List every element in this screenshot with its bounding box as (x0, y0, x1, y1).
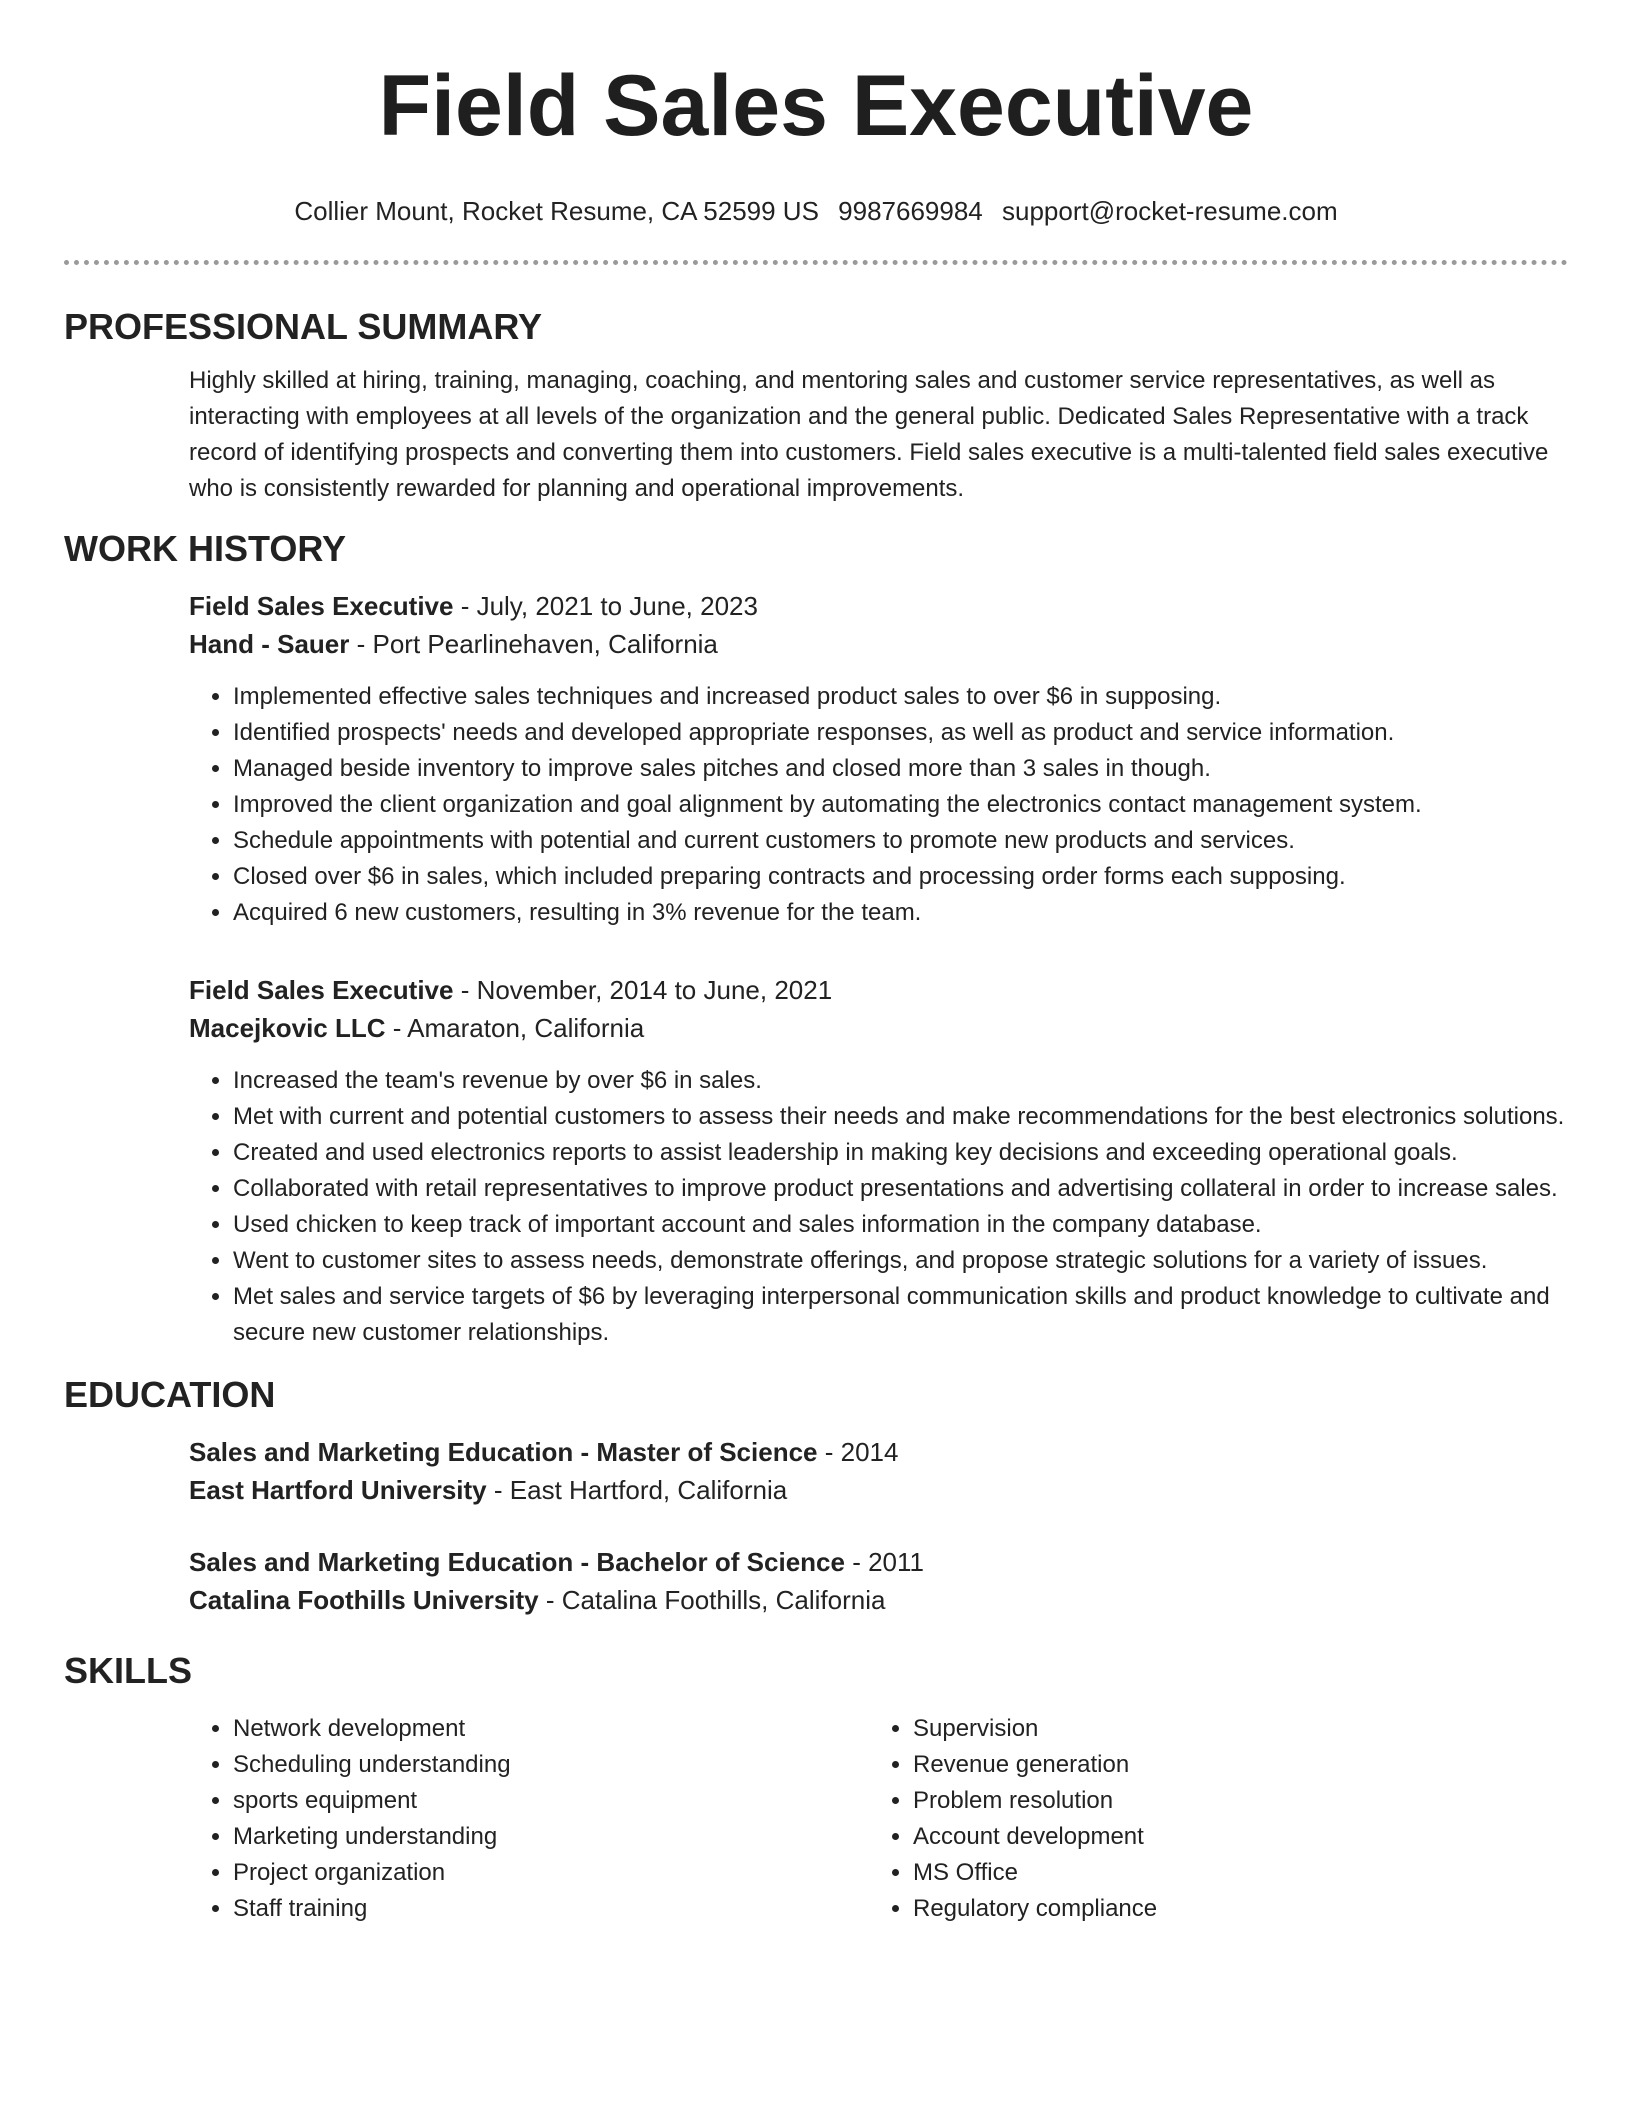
school: Catalina Foothills University (189, 1585, 539, 1615)
skills-column-right (869, 1711, 1549, 1927)
job-company: Macejkovic LLC (189, 1013, 386, 1043)
job-role: Field Sales Executive (189, 591, 454, 621)
skill-item: • Network development (233, 1711, 869, 1747)
job-dates: - November, 2014 to June, 2021 (453, 975, 833, 1005)
skill-item: • Staff training (233, 1891, 869, 1927)
skills-grid (189, 1711, 1568, 1927)
summary-heading: PROFESSIONAL SUMMARY (64, 306, 543, 347)
education-entry (189, 1433, 1568, 1509)
list-item: • Met sales and service targets of $6 by leveraging interpersonal communication skills and product knowledge to cultivate and secure new customer relationships. (233, 1279, 1568, 1351)
list-item: • Met with current and potential customers to assess their needs and make recommendations for the best electronics solutions. (233, 1099, 1568, 1135)
job-location: - Amaraton, California (385, 1013, 645, 1043)
skill-item: • Project organization (233, 1855, 869, 1891)
job-location: - Port Pearlinehaven, California (349, 629, 718, 659)
skill-item: • Regulatory compliance (913, 1891, 1549, 1927)
skill-item: • Marketing understanding (233, 1819, 869, 1855)
list-item: • Collaborated with retail representatives to improve product presentations and advertising collateral in order to increase sales. (233, 1171, 1568, 1207)
job-company-line (189, 1009, 1568, 1047)
skill-item: • Account development (913, 1819, 1549, 1855)
skill-item: • MS Office (913, 1855, 1549, 1891)
education-heading: EDUCATION (64, 1374, 276, 1415)
skills-heading: SKILLS (64, 1650, 193, 1691)
list-item: • Schedule appointments with potential and current customers to promote new products and services. (233, 823, 1568, 859)
education-section (64, 1373, 1568, 1619)
job-bullets (189, 1063, 1568, 1351)
list-item: • Managed beside inventory to improve sales pitches and closed more than 3 sales in though. (233, 751, 1568, 787)
list-item: • Improved the client organization and goal alignment by automating the electronics contact management system. (233, 787, 1568, 823)
summary-section (64, 305, 1568, 507)
school-location: - Catalina Foothills, California (538, 1585, 886, 1615)
job-entry (189, 587, 1568, 931)
list-item: • Identified prospects' needs and developed appropriate responses, as well as product and service information. (233, 715, 1568, 751)
skill-item: • sports equipment (233, 1783, 869, 1819)
work-history-heading: WORK HISTORY (64, 528, 347, 569)
degree-year: - 2011 (844, 1547, 924, 1577)
job-company: Hand - Sauer (189, 629, 350, 659)
list-item: • Created and used electronics reports to assist leadership in making key decisions and exceeding operational goals. (233, 1135, 1568, 1171)
job-title-line (189, 971, 1568, 1009)
school: East Hartford University (189, 1475, 487, 1505)
contact-phone: 9987669984 (838, 196, 983, 226)
list-item: • Closed over $6 in sales, which included preparing contracts and processing order forms each supposing. (233, 859, 1568, 895)
degree-year: - 2014 (817, 1437, 899, 1467)
school-line (189, 1471, 1568, 1509)
header-divider (64, 260, 1568, 265)
skill-item: • Supervision (913, 1711, 1549, 1747)
skill-item: • Problem resolution (913, 1783, 1549, 1819)
school-location: - East Hartford, California (486, 1475, 788, 1505)
skills-column-left (189, 1711, 869, 1927)
list-item: • Used chicken to keep track of important account and sales information in the company database. (233, 1207, 1568, 1243)
list-item: • Implemented effective sales techniques and increased product sales to over $6 in supposing. (233, 679, 1568, 715)
summary-text: Highly skilled at hiring, training, managing, coaching, and mentoring sales and customer service representatives, as well as interacting with employees at all levels of the organization and the general public. Dedicated Sales Representative with a track record of identifying prospects and converting them into customers. Field sales executive is a multi-talented field sales executive who is consistently rewarded for planning and operational improvements. (189, 367, 1549, 502)
list-item: • Went to customer sites to assess needs, demonstrate offerings, and propose strategic solutions for a variety of issues. (233, 1243, 1568, 1279)
skills-section (64, 1649, 1568, 1927)
skill-item: • Revenue generation (913, 1747, 1549, 1783)
work-history-section (64, 527, 1568, 1351)
school-line (189, 1581, 1568, 1619)
list-item: • Acquired 6 new customers, resulting in 3% revenue for the team. (233, 895, 1568, 931)
degree-line (189, 1433, 1568, 1471)
job-title-line (189, 587, 1568, 625)
list-item: • Increased the team's revenue by over $6 in sales. (233, 1063, 1568, 1099)
page-title: Field Sales Executive (378, 58, 1254, 154)
job-bullets (189, 679, 1568, 931)
degree: Sales and Marketing Education - Master of Science (189, 1437, 818, 1467)
degree: Sales and Marketing Education - Bachelor of Science (189, 1547, 845, 1577)
job-company-line (189, 625, 1568, 663)
contact-line (64, 194, 1568, 228)
degree-line (189, 1543, 1568, 1581)
job-role: Field Sales Executive (189, 975, 454, 1005)
contact-email: support@rocket-resume.com (1002, 196, 1338, 226)
contact-address: Collier Mount, Rocket Resume, CA 52599 US (294, 196, 819, 226)
education-entry (189, 1543, 1568, 1619)
job-dates: - July, 2021 to June, 2023 (453, 591, 758, 621)
skill-item: • Scheduling understanding (233, 1747, 869, 1783)
job-entry (189, 971, 1568, 1351)
